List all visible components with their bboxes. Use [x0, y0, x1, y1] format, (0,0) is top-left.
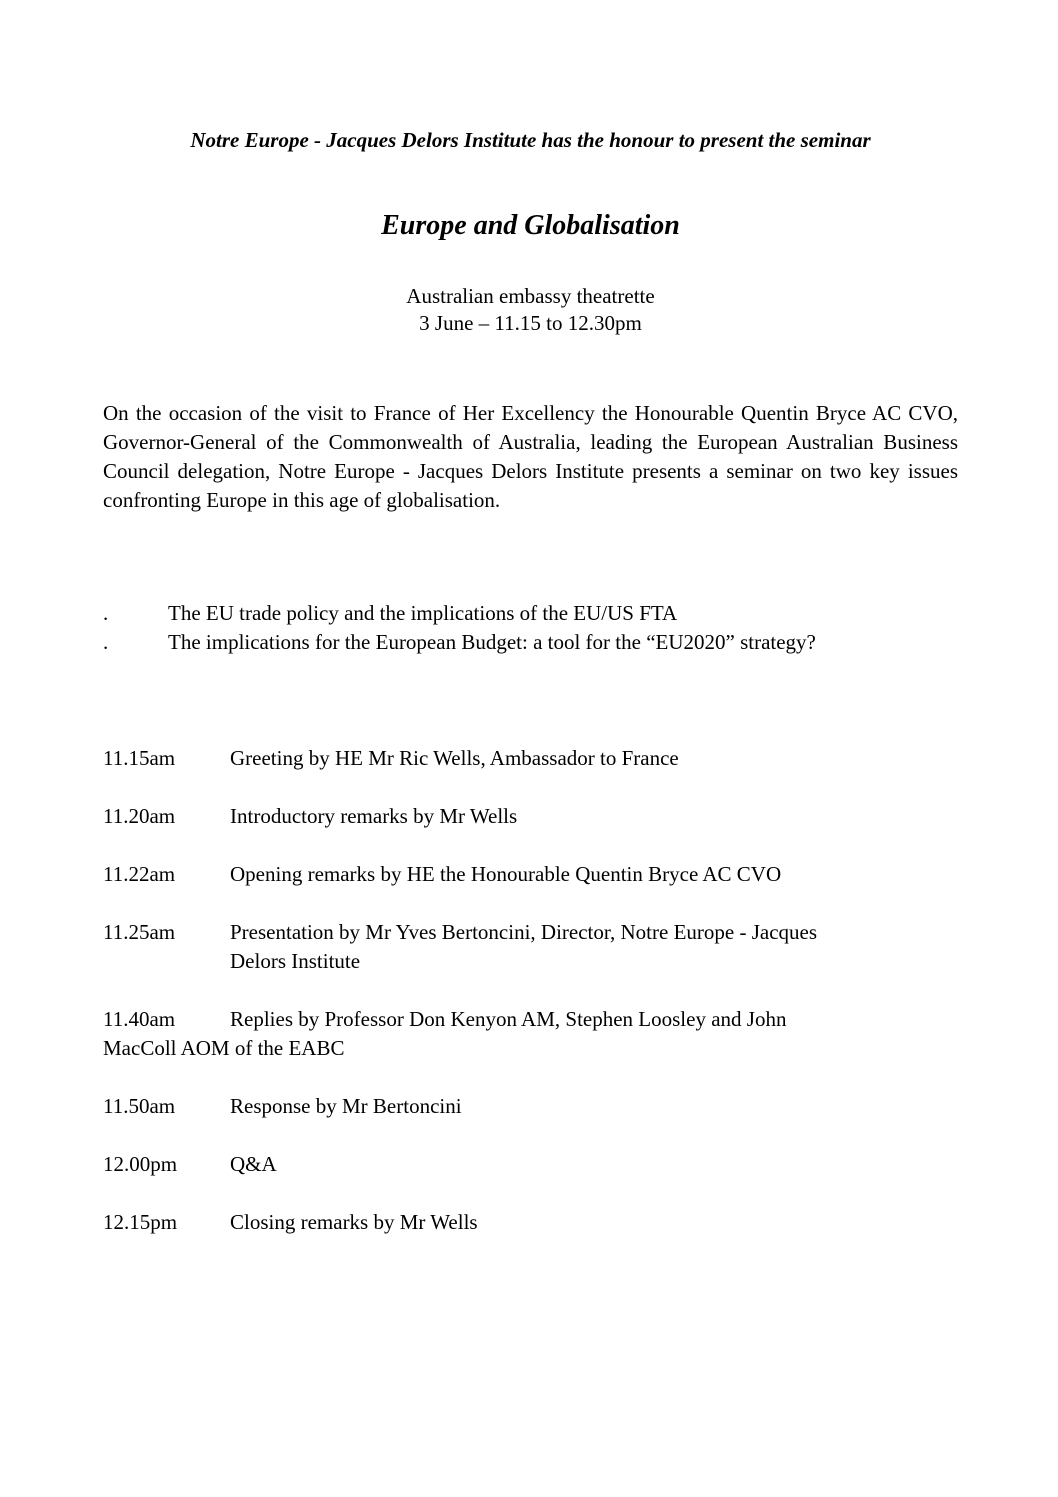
schedule-time: 12.00pm [103, 1152, 178, 1176]
schedule-description [230, 918, 958, 976]
schedule-description [230, 860, 958, 889]
seminar-title: Europe and Globalisation [381, 210, 680, 241]
schedule-description-line: Closing remarks by Mr Wells [230, 1210, 478, 1234]
topic-item [103, 628, 958, 657]
schedule-description-line: Replies by Professor Don Kenyon AM, Stephen Loosley and John [230, 1007, 787, 1031]
schedule-description [230, 1208, 958, 1237]
venue-block [103, 283, 958, 337]
schedule-description-line: Opening remarks by HE the Honourable Quentin Bryce AC CVO [230, 862, 782, 886]
schedule-row [103, 1208, 958, 1237]
schedule-time: 11.25am [103, 920, 176, 944]
schedule-row [103, 802, 958, 831]
schedule-description-line: Introductory remarks by Mr Wells [230, 804, 518, 828]
schedule-row [103, 918, 958, 976]
schedule-description [230, 1092, 958, 1121]
schedule-time: 12.15pm [103, 1210, 178, 1234]
topic-text: The implications for the European Budget: a tool for the “EU2020” strategy? [168, 630, 816, 654]
session-datetime: 3 June – 11.15 to 12.30pm [419, 311, 642, 335]
topic-bullet: . [103, 630, 109, 654]
schedule-time: 11.20am [103, 804, 176, 828]
schedule-row [103, 744, 958, 773]
topics-list [103, 599, 958, 657]
schedule-time: 11.40am [103, 1007, 176, 1031]
schedule-row-first-line [103, 1005, 958, 1034]
schedule-time: 11.22am [103, 862, 176, 886]
intro-paragraph: On the occasion of the visit to France of Her Excellency the Honourable Quentin Bryce AC CVO, Governor-General of the Commonwealth of Australia, leading the European Australian Business Council delegation, Notre Europe - Jacques Delors Institute presents a seminar on two key issues confronting Europe in this age of globalisation. [103, 401, 958, 512]
presenter-note: Notre Europe - Jacques Delors Institute has the honour to present the seminar [190, 128, 871, 152]
schedule-description-line: Response by Mr Bertoncini [230, 1094, 462, 1118]
schedule-row [103, 1150, 958, 1179]
venue: Australian embassy theatrette [406, 284, 655, 308]
schedule-description [230, 802, 958, 831]
schedule-description-line: Greeting by HE Mr Ric Wells, Ambassador to France [230, 746, 679, 770]
schedule-description-continuation: MacColl AOM of the EABC [103, 1036, 345, 1060]
schedule-description [230, 744, 958, 773]
schedule-row [103, 1092, 958, 1121]
schedule-time: 11.15am [103, 746, 176, 770]
schedule-description-line: Delors Institute [230, 949, 361, 973]
topic-text: The EU trade policy and the implications of the EU/US FTA [168, 601, 678, 625]
schedule-description-line: Q&A [230, 1152, 277, 1176]
schedule-description [230, 1150, 958, 1179]
schedule-row [103, 860, 958, 889]
schedule-time: 11.50am [103, 1094, 176, 1118]
topic-bullet: . [103, 601, 109, 625]
topic-item [103, 599, 958, 628]
schedule-description-line: Presentation by Mr Yves Bertoncini, Director, Notre Europe - Jacques [230, 920, 818, 944]
schedule-row [103, 1005, 958, 1063]
schedule-list [103, 744, 958, 1237]
